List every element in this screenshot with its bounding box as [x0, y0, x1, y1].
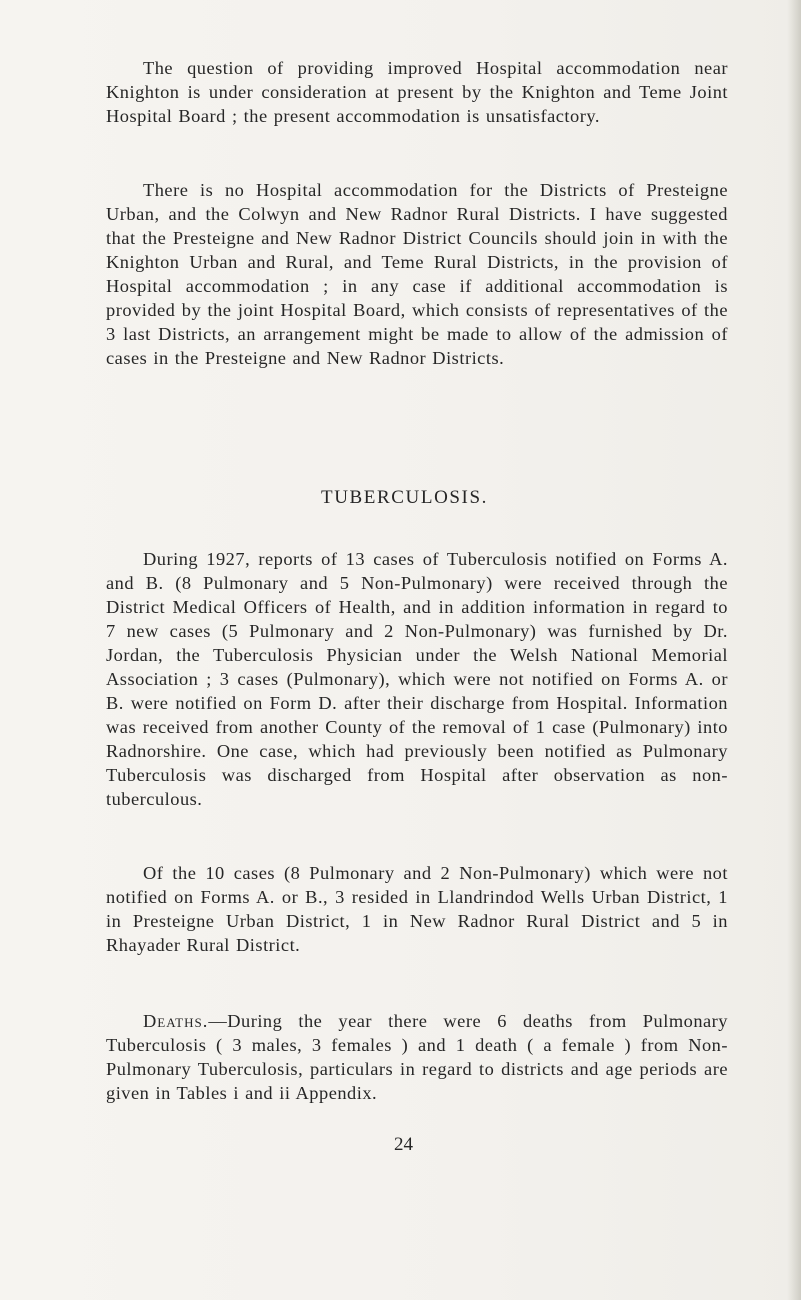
- paragraph-hospital-presteigne: There is no Hospital accommodation for the Districts of Presteigne Urban, and the Colwyn and New Radnor Rural Districts. I have suggested that the Presteigne and New Radnor District Councils should join in with the Knighton Urban and Rural, and Teme Rural Districts, in the provision of Hospital accommodation ; in any case if additional accommodation is provided by the joint Hospital Board, which consists of representatives of the 3 last Districts, an arrangement might be made to allow of the admission of cases in the Presteigne and New Radnor Districts.: [106, 180, 728, 368]
- paragraph-deaths: [106, 1009, 728, 1105]
- paragraph-hospital-knighton: The question of providing improved Hospital accommodation near Knighton is under consideration at present by the Knighton and Teme Joint Hospital Board ; the present accommodation is unsatisfactory.: [106, 58, 728, 126]
- page-number: 24: [394, 1134, 413, 1155]
- paragraph-tuberculosis-notifications: During 1927, reports of 13 cases of Tuberculosis notified on Forms A. and B. (8 Pulmonary and 5 Non-Pulmonary) were received through the District Medical Officers of Health, and in addition information in regard to 7 new cases (5 Pulmonary and 2 Non-Pulmonary) was furnished by Dr. Jordan, the Tuberculosis Physician under the Welsh National Memorial Association ; 3 cases (Pulmonary), which were not notified on Forms A. or B. were notified on Form D. after their discharge from Hospital. Information was received from another County of the removal of 1 case (Pulmonary) into Radnorshire. One case, which had previously been notified as Pulmonary Tuberculosis was discharged from Hospital after observation as non-tuberculous.: [106, 549, 728, 809]
- deaths-text: —During the year there were 6 deaths from Pulmonary Tuberculosis ( 3 males, 3 females ) and 1 death ( a female ) from Non-Pulmonary Tuberculosis, particulars in regard to districts and age periods are given in Tables i and ii Appendix.: [106, 1011, 728, 1103]
- page-edge-shadow: [787, 0, 801, 1300]
- deaths-lead-in: Deaths.: [143, 1011, 209, 1031]
- paragraph-unnotified-cases: Of the 10 cases (8 Pulmonary and 2 Non-Pulmonary) which were not notified on Forms A. or B., 3 resided in Llandrindod Wells Urban District, 1 in Presteigne Urban District, 1 in New Radnor Rural District and 5 in Rhayader Rural District.: [106, 863, 728, 955]
- section-heading-tuberculosis: TUBERCULOSIS.: [320, 487, 488, 508]
